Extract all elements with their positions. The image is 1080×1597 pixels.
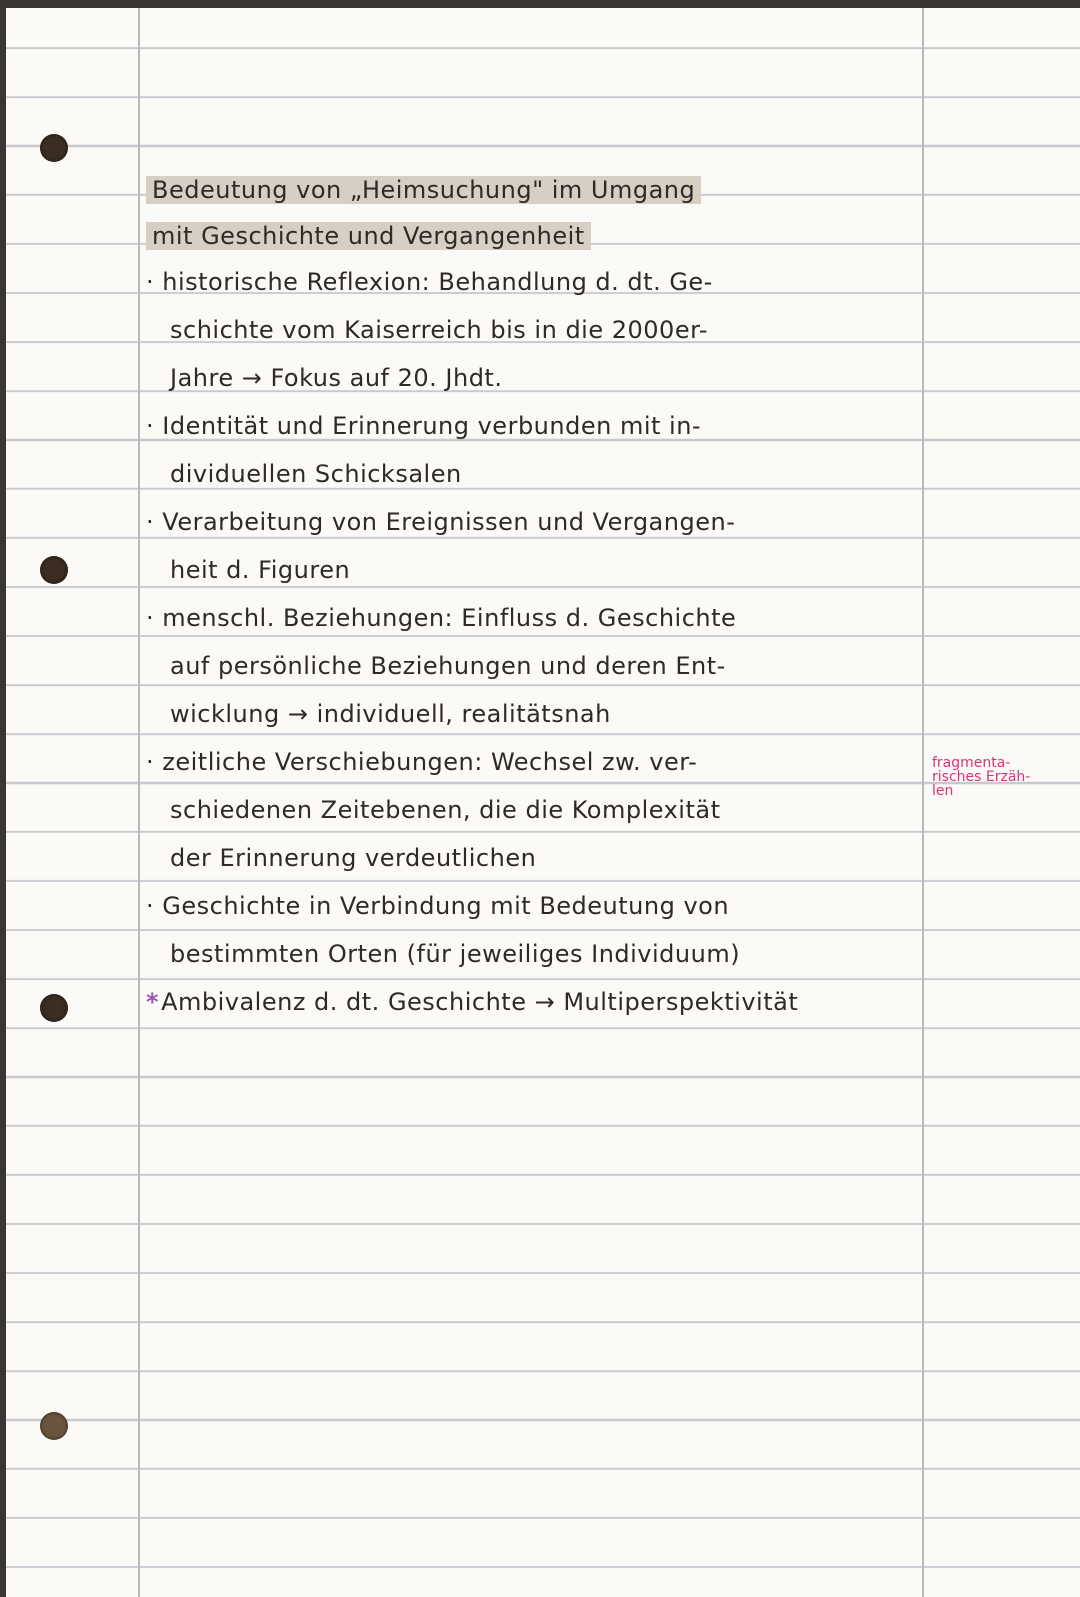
- note-line: · Geschichte in Verbindung mit Bedeutung von: [146, 892, 730, 920]
- margin-annotation-line: risches Erzäh-: [932, 769, 1031, 785]
- note-line: · Verarbeitung von Ereignissen und Vergangen-: [146, 508, 736, 536]
- punch-hole: [40, 1412, 68, 1440]
- heading-line-2: [146, 218, 591, 254]
- note-line: · zeitliche Verschiebungen: Wechsel zw. ver-: [146, 748, 698, 776]
- note-text: Ambivalenz d. dt. Geschichte → Multiperspektivität: [161, 988, 799, 1016]
- punch-hole: [40, 556, 68, 584]
- note-line: bestimmten Orten (für jeweiliges Individuum): [170, 940, 741, 968]
- note-line: wicklung → individuell, realitätsnah: [170, 700, 611, 728]
- note-line: der Erinnerung verdeutlichen: [170, 844, 537, 872]
- note-line: dividuellen Schicksalen: [170, 460, 462, 488]
- note-line: auf persönliche Beziehungen und deren Ent-: [170, 652, 726, 680]
- notebook-page: [6, 8, 1080, 1597]
- note-line: schiedenen Zeitebenen, die die Komplexität: [170, 796, 721, 824]
- left-margin-line: [138, 8, 140, 1597]
- note-line: · historische Reflexion: Behandlung d. dt. Ge-: [146, 268, 713, 296]
- punch-hole: [40, 134, 68, 162]
- note-line: Jahre → Fokus auf 20. Jhdt.: [170, 364, 503, 392]
- punch-hole: [40, 994, 68, 1022]
- margin-annotation: [932, 756, 1072, 798]
- heading-text: mit Geschichte und Vergangenheit: [146, 222, 591, 250]
- note-line: · Identität und Erinnerung verbunden mit in-: [146, 412, 702, 440]
- margin-annotation-line: fragmenta-: [932, 755, 1011, 771]
- note-line-starred: [146, 984, 798, 1020]
- right-margin-line: [922, 8, 924, 1597]
- heading-text: Bedeutung von „Heimsuchung" im Umgang: [146, 176, 701, 204]
- heading-line-1: [146, 172, 701, 208]
- margin-annotation-line: len: [932, 783, 954, 799]
- note-line: · menschl. Beziehungen: Einfluss d. Geschichte: [146, 604, 737, 632]
- star-marker-icon: *: [146, 988, 160, 1016]
- note-line: heit d. Figuren: [170, 556, 351, 584]
- note-line: schichte vom Kaiserreich bis in die 2000er-: [170, 316, 709, 344]
